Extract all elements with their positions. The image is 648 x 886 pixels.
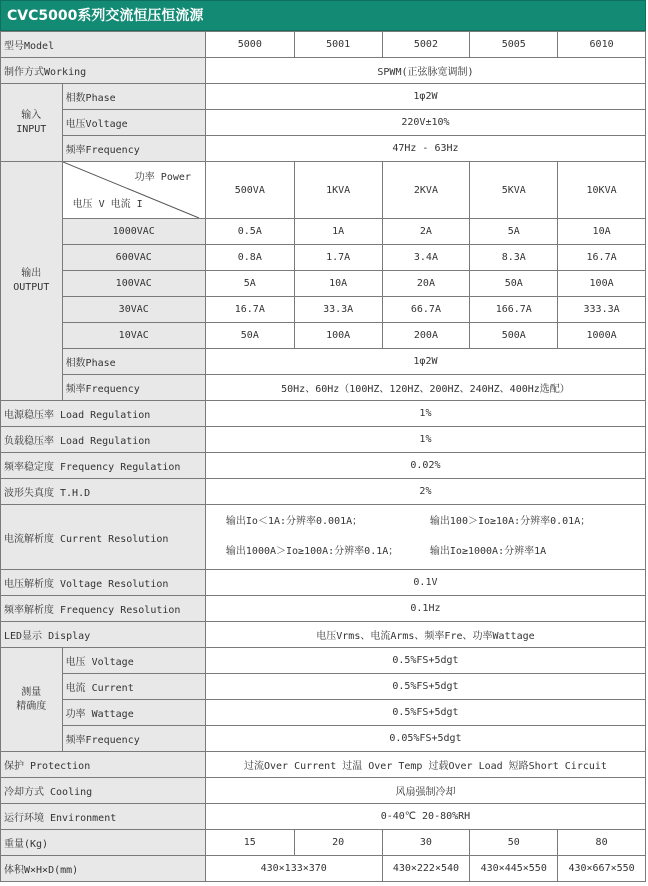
output-current: 66.7A [382, 297, 470, 323]
environment-value: 0-40℃ 20-80%RH [205, 804, 645, 830]
protection-label: 保护 Protection [1, 752, 206, 778]
output-current: 1000A [558, 323, 646, 349]
input-group-label [1, 84, 63, 162]
frequency-regulation-label: 频率稳定度 Frequency Regulation [1, 453, 206, 479]
source-regulation-label: 电源稳压率 Load Regulation [1, 401, 206, 427]
frequency-resolution-value: 0.1Hz [205, 596, 645, 622]
output-header-row [1, 162, 646, 219]
input-phase-row [1, 84, 646, 110]
load-regulation-row [1, 427, 646, 453]
output-current: 1.7A [294, 245, 382, 271]
display-row [1, 622, 646, 648]
output-row [1, 323, 646, 349]
accuracy-voltage-row [1, 648, 646, 674]
current-resolution-label: 电流解析度 Current Resolution [1, 505, 206, 570]
output-current: 0.8A [205, 245, 294, 271]
voltage-resolution-value: 0.1V [205, 570, 645, 596]
output-current: 200A [382, 323, 470, 349]
power-cell: 1KVA [294, 162, 382, 219]
accuracy-current-label: 电流 Current [62, 674, 205, 700]
input-phase-value: 1φ2W [205, 84, 645, 110]
output-frequency-row [1, 375, 646, 401]
power-cell: 500VA [205, 162, 294, 219]
spec-table [0, 31, 646, 882]
accuracy-frequency-value: 0.05%FS+5dgt [205, 726, 645, 752]
output-phase-label: 相数Phase [62, 349, 205, 375]
output-current: 3.4A [382, 245, 470, 271]
accuracy-voltage-label: 电压 Voltage [62, 648, 205, 674]
weight-cell: 50 [470, 830, 558, 856]
input-voltage-value: 220V±10% [205, 110, 645, 136]
output-current: 100A [558, 271, 646, 297]
output-frequency-label: 频率Frequency [62, 375, 205, 401]
output-group-cn: 输出 [21, 268, 42, 279]
power-cell: 10KVA [558, 162, 646, 219]
output-group-label [1, 162, 63, 401]
volume-cell: 430×133×370 [205, 856, 382, 882]
volume-cell: 430×222×540 [382, 856, 470, 882]
output-current: 5A [205, 271, 294, 297]
output-voltage: 600VAC [62, 245, 205, 271]
output-current: 50A [205, 323, 294, 349]
output-current: 166.7A [470, 297, 558, 323]
output-current: 5A [470, 219, 558, 245]
output-current: 16.7A [205, 297, 294, 323]
input-frequency-label: 频率Frequency [62, 136, 205, 162]
accuracy-frequency-label: 频率Frequency [62, 726, 205, 752]
output-current: 0.5A [205, 219, 294, 245]
protection-row [1, 752, 646, 778]
input-frequency-row [1, 136, 646, 162]
volume-cell: 430×445×550 [470, 856, 558, 882]
output-current: 333.3A [558, 297, 646, 323]
volume-row [1, 856, 646, 882]
frequency-resolution-label: 频率解析度 Frequency Resolution [1, 596, 206, 622]
current-resolution-item: 输出Io＜1A:分辨率0.001A； [225, 516, 363, 527]
output-voltage: 30VAC [62, 297, 205, 323]
output-current: 20A [382, 271, 470, 297]
protection-value: 过流Over Current 过温 Over Temp 过载Over Load 短路Short Circuit [205, 752, 645, 778]
cooling-value: 风扇强制冷却 [205, 778, 645, 804]
weight-cell: 15 [205, 830, 294, 856]
weight-row [1, 830, 646, 856]
model-cell: 5001 [294, 32, 382, 58]
output-row [1, 297, 646, 323]
frequency-regulation-value: 0.02% [205, 453, 645, 479]
thd-row [1, 479, 646, 505]
accuracy-power-row [1, 700, 646, 726]
output-current: 8.3A [470, 245, 558, 271]
output-frequency-value: 50Hz、60Hz（100HZ、120HZ、200HZ、240HZ、400Hz选配） [205, 375, 645, 401]
cooling-label: 冷却方式 Cooling [1, 778, 206, 804]
output-group-en: OUTPUT [13, 282, 50, 293]
power-header: 功率 Power [134, 172, 191, 183]
output-voltage: 10VAC [62, 323, 205, 349]
current-resolution-value [205, 505, 645, 570]
method-value: SPWM(正弦脉宽调制) [205, 58, 645, 84]
output-current: 16.7A [558, 245, 646, 271]
accuracy-power-value: 0.5%FS+5dgt [205, 700, 645, 726]
accuracy-group-line2: 精确度 [16, 700, 47, 712]
weight-cell: 30 [382, 830, 470, 856]
accuracy-power-label: 功率 Wattage [62, 700, 205, 726]
page-title: CVC5000系列交流恒压恒流源 [0, 0, 646, 31]
input-voltage-label: 电压Voltage [62, 110, 205, 136]
output-current: 50A [470, 271, 558, 297]
source-regulation-row [1, 401, 646, 427]
output-current: 10A [294, 271, 382, 297]
input-group-en: INPUT [16, 123, 47, 135]
accuracy-current-row [1, 674, 646, 700]
current-resolution-item: 输出Io≥1000A:分辨率1A [429, 546, 547, 557]
output-current: 2A [382, 219, 470, 245]
model-row [1, 32, 646, 58]
weight-label: 重量(Kg) [1, 830, 206, 856]
display-value: 电压Vrms、电流Arms、频率Fre、功率Wattage [205, 622, 645, 648]
output-row [1, 271, 646, 297]
model-cell: 5000 [205, 32, 294, 58]
output-phase-row [1, 349, 646, 375]
voltage-current-header: 电压 V 电流 I [72, 199, 143, 210]
input-group-cn: 输入 [21, 109, 42, 121]
weight-cell: 80 [558, 830, 646, 856]
accuracy-group-line1: 测量 [21, 686, 42, 698]
model-cell: 5005 [470, 32, 558, 58]
input-phase-label: 相数Phase [62, 84, 205, 110]
input-frequency-value: 47Hz - 63Hz [205, 136, 645, 162]
output-current: 10A [558, 219, 646, 245]
model-cell: 5002 [382, 32, 470, 58]
model-label: 型号Model [1, 32, 206, 58]
accuracy-voltage-value: 0.5%FS+5dgt [205, 648, 645, 674]
power-cell: 2KVA [382, 162, 470, 219]
output-row [1, 219, 646, 245]
model-cell: 6010 [558, 32, 646, 58]
volume-cell: 430×667×550 [558, 856, 646, 882]
output-current: 500A [470, 323, 558, 349]
accuracy-frequency-row [1, 726, 646, 752]
source-regulation-value: 1% [205, 401, 645, 427]
cooling-row [1, 778, 646, 804]
display-label: LED显示 Display [1, 622, 206, 648]
output-current: 1A [294, 219, 382, 245]
voltage-resolution-row [1, 570, 646, 596]
load-regulation-label: 负载稳压率 Load Regulation [1, 427, 206, 453]
output-current: 100A [294, 323, 382, 349]
thd-value: 2% [205, 479, 645, 505]
accuracy-current-value: 0.5%FS+5dgt [205, 674, 645, 700]
frequency-resolution-row [1, 596, 646, 622]
power-cell: 5KVA [470, 162, 558, 219]
current-resolution-item: 输出100＞Io≥10A:分辨率0.01A； [429, 516, 591, 527]
load-regulation-value: 1% [205, 427, 645, 453]
output-current: 33.3A [294, 297, 382, 323]
input-voltage-row [1, 110, 646, 136]
output-phase-value: 1φ2W [205, 349, 645, 375]
output-voltage: 100VAC [62, 271, 205, 297]
volume-label: 体积W×H×D(mm) [1, 856, 206, 882]
frequency-regulation-row [1, 453, 646, 479]
method-row [1, 58, 646, 84]
current-resolution-item: 输出1000A＞Io≥100A:分辨率0.1A； [225, 546, 399, 557]
output-row [1, 245, 646, 271]
accuracy-group-label [1, 648, 63, 752]
output-diagonal-header [62, 162, 205, 219]
current-resolution-row [1, 505, 646, 570]
weight-cell: 20 [294, 830, 382, 856]
thd-label: 波形失真度 T.H.D [1, 479, 206, 505]
environment-row [1, 804, 646, 830]
voltage-resolution-label: 电压解析度 Voltage Resolution [1, 570, 206, 596]
environment-label: 运行环境 Environment [1, 804, 206, 830]
method-label: 制作方式Working [1, 58, 206, 84]
output-voltage: 1000VAC [62, 219, 205, 245]
